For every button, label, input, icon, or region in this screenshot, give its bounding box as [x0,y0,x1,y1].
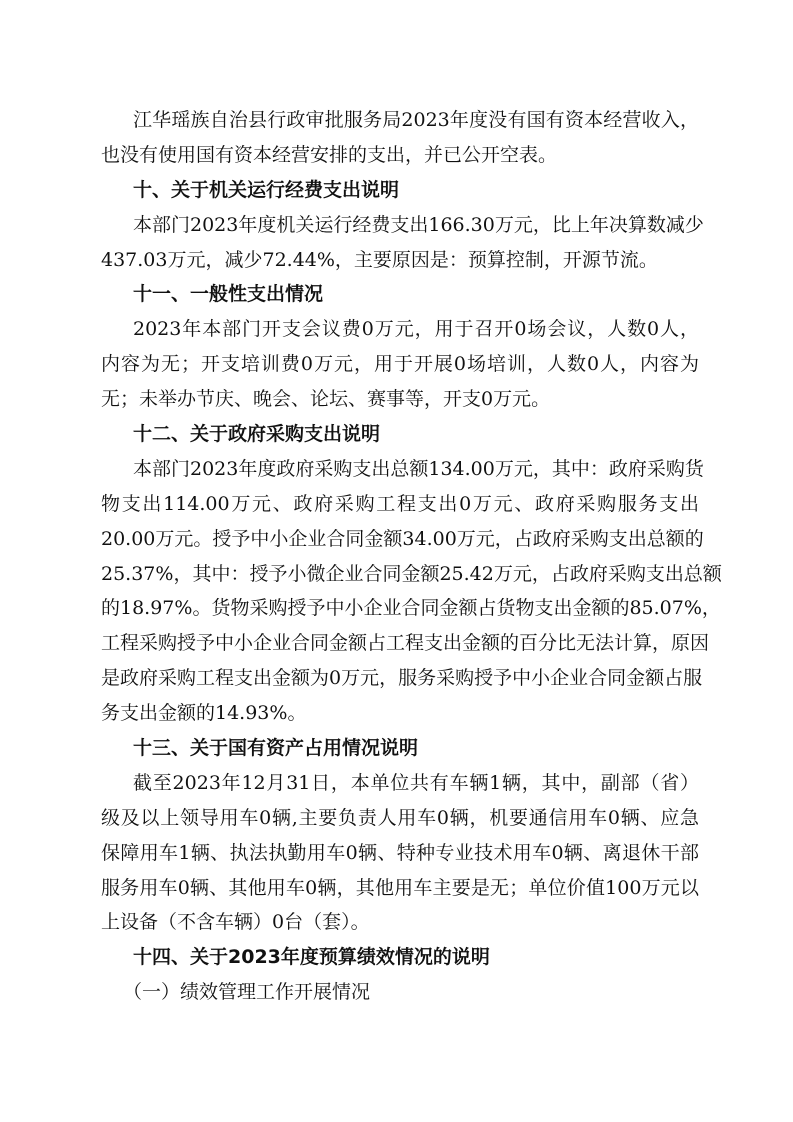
paragraph-line: 服务用车0辆、其他用车0辆，其他用车主要是无；单位价值100万元以 [101,876,699,899]
paragraph-line: 内容为无；开支培训费0万元，用于开展0场培训，人数0人，内容为 [101,353,699,376]
section-heading: 十、关于机关运行经费支出说明 [133,178,400,201]
section-heading: 十四、关于2023年度预算绩效情况的说明 [133,946,490,969]
paragraph-line: 江华瑶族自治县行政审批服务局2023年度没有国有资本经营收入， [133,109,699,131]
paragraph [101,103,699,173]
paragraph-line: 保障用车1辆、执法执勤用车0辆、特种专业技术用车0辆、离退休干部 [101,841,699,864]
section-heading: 十三、关于国有资产占用情况说明 [133,737,419,760]
paragraph [101,452,722,731]
paragraph [101,766,699,940]
paragraph-line: 工程采购授予中小企业合同金额占工程支出金额的百分比无法计算，原因 [101,632,710,655]
section-heading: 十二、关于政府采购支出说明 [133,423,381,446]
paragraph-line: 级及以上领导用车0辆,主要负责人用车0辆，机要通信用车0辆、应急 [101,806,699,829]
paragraph-line: 截至2023年12月31日，本单位共有车辆1辆，其中，副部（省） [133,771,699,794]
paragraph-line: 本部门2023年度政府采购支出总额134.00万元，其中：政府采购货 [133,457,704,480]
paragraph-line: 是政府采购工程支出金额为0万元，服务采购授予中小企业合同金额占服 [101,667,703,690]
paragraph-line: 20.00万元。授予中小企业合同金额34.00万元，占政府采购支出总额的 [101,527,704,550]
subsection-heading: （一）绩效管理工作开展情况 [123,981,371,1004]
paragraph-line: 无；未举办节庆、晚会、论坛、赛事等，开支0万元。 [101,388,551,411]
paragraph-line: 上设备（不含车辆）0台（套）。 [101,911,370,934]
section-heading: 十一、一般性支出情况 [133,283,324,306]
paragraph-line: 的18.97%。货物采购授予中小企业合同金额占货物支出金额的85.07%， [101,597,721,620]
paragraph-line: 2023年本部门开支会议费0万元，用于召开0场会议，人数0人， [133,318,699,341]
paragraph-line: 25.37%，其中：授予小微企业合同金额25.42万元，占政府采购支出总额 [101,562,722,585]
paragraph-line: 本部门2023年度机关运行经费支出166.30万元，比上年决算数减少 [133,213,704,236]
paragraph [101,208,704,278]
paragraph-line: 务支出金额的14.93%。 [101,702,307,725]
paragraph [101,312,699,417]
paragraph-line: 物支出114.00万元、政府采购工程支出0万元、政府采购服务支出 [101,492,699,515]
paragraph-line: 也没有使用国有资本经营安排的支出，并已公开空表。 [101,143,558,166]
paragraph-line: 437.03万元，减少72.44%，主要原因是：预算控制，开源节流。 [101,248,658,271]
document-page [101,103,722,1010]
